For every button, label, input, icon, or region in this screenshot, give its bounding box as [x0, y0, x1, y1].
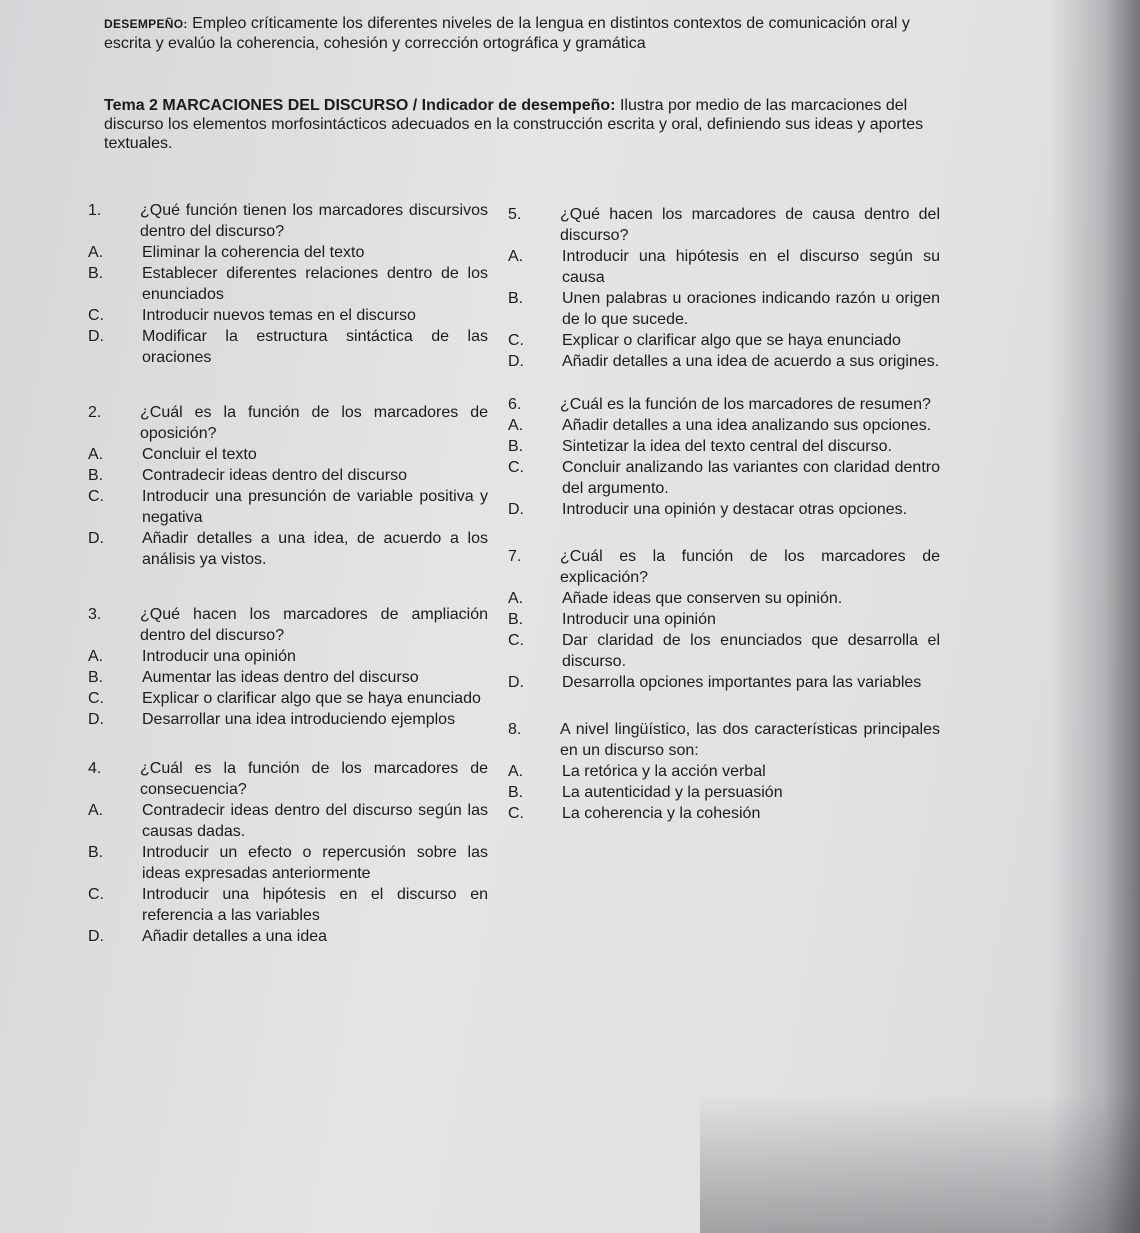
question-block	[88, 758, 488, 947]
question-text: ¿Cuál es la función de los marcadores de resumen?	[560, 396, 931, 413]
option-text: Introducir una presunción de variable positiva y negativa	[142, 488, 488, 526]
option-letter: A.	[508, 590, 524, 607]
option-letter: D.	[88, 928, 104, 945]
option-text: Sintetizar la idea del texto central del discurso.	[562, 438, 892, 455]
answer-option[interactable]	[508, 672, 940, 693]
option-text: Concluir analizando las variantes con claridad dentro del argumento.	[562, 459, 940, 497]
question-text: ¿Cuál es la función de los marcadores de oposición?	[140, 404, 488, 442]
question-number: 4.	[88, 760, 102, 777]
option-text: Introducir nuevos temas en el discurso	[142, 307, 416, 324]
option-text: Modificar la estructura sintáctica de las oraciones	[142, 328, 488, 366]
question-number: 5.	[508, 206, 522, 223]
performance-header	[104, 14, 954, 54]
option-text: Introducir un efecto o repercusión sobre las ideas expresadas anteriormente	[142, 844, 488, 882]
question-number: 6.	[508, 396, 522, 413]
option-letter: C.	[88, 488, 104, 505]
question-number: 3.	[88, 606, 102, 623]
option-letter: C.	[508, 632, 524, 649]
option-letter: C.	[88, 886, 104, 903]
answer-option[interactable]	[88, 305, 488, 326]
question-number: 2.	[88, 404, 102, 421]
question-number: 7.	[508, 548, 522, 565]
question	[508, 394, 940, 415]
question-number: 8.	[508, 721, 522, 738]
option-letter: B.	[508, 438, 524, 455]
page-edge-shadow	[1050, 0, 1140, 1233]
option-text: Concluir el texto	[142, 446, 257, 463]
answer-option[interactable]	[508, 288, 940, 330]
option-letter: A.	[88, 446, 104, 463]
answer-option[interactable]	[88, 709, 488, 730]
option-letter: B.	[88, 844, 104, 861]
option-text: Introducir una opinión	[142, 648, 296, 665]
option-letter: A.	[88, 802, 104, 819]
option-letter: A.	[88, 648, 104, 665]
option-text: La coherencia y la cohesión	[562, 805, 761, 822]
answer-option[interactable]	[88, 688, 488, 709]
answer-option[interactable]	[88, 486, 488, 528]
option-letter: D.	[508, 501, 524, 518]
option-letter: B.	[508, 290, 524, 307]
option-text: Añadir detalles a una idea de acuerdo a sus origines.	[562, 353, 940, 370]
option-text: Contradecir ideas dentro del discurso según las causas dadas.	[142, 802, 488, 840]
option-text: Explicar o clarificar algo que se haya enunciado	[562, 332, 901, 349]
option-letter: C.	[88, 307, 104, 324]
answer-option[interactable]	[508, 330, 940, 351]
question	[508, 546, 940, 588]
question	[88, 402, 488, 444]
question-block	[88, 402, 488, 570]
question-text: ¿Cuál es la función de los marcadores de consecuencia?	[140, 760, 488, 798]
option-text: La retórica y la acción verbal	[562, 763, 766, 780]
option-text: Explicar o clarificar algo que se haya enunciado	[142, 690, 481, 707]
option-text: Dar claridad de los enunciados que desarrolla el discurso.	[562, 632, 940, 670]
question-text: A nivel lingüístico, las dos características principales en un discurso son:	[560, 721, 940, 759]
option-letter: D.	[88, 328, 104, 345]
header-text: Empleo críticamente los diferentes niveles de la lengua en distintos contextos de comunicación oral y escrita y evalúo la coherencia, cohesión y corrección ortográfica y gramática	[104, 15, 910, 52]
answer-option[interactable]	[508, 609, 940, 630]
question-block	[508, 546, 940, 693]
answer-option[interactable]	[88, 528, 488, 570]
option-text: Introducir una hipótesis en el discurso según su causa	[562, 248, 940, 286]
option-text: Desarrolla opciones importantes para las variables	[562, 674, 922, 691]
option-letter: D.	[508, 674, 524, 691]
answer-option[interactable]	[88, 667, 488, 688]
question-number: 1.	[88, 202, 102, 219]
answer-option[interactable]	[508, 499, 940, 520]
header-label: DESEMPEÑO:	[104, 17, 188, 31]
answer-option[interactable]	[88, 926, 488, 947]
option-text: Introducir una opinión	[562, 611, 716, 628]
option-letter: B.	[88, 669, 104, 686]
option-letter: D.	[88, 711, 104, 728]
option-letter: A.	[508, 763, 524, 780]
answer-option[interactable]	[88, 326, 488, 368]
topic-section	[104, 96, 954, 153]
answer-option[interactable]	[88, 842, 488, 884]
question-text: ¿Qué función tienen los marcadores discursivos dentro del discurso?	[140, 202, 488, 240]
option-letter: C.	[508, 459, 524, 476]
answer-option[interactable]	[88, 242, 488, 263]
answer-option[interactable]	[508, 246, 940, 288]
option-letter: D.	[88, 530, 104, 547]
option-text: Aumentar las ideas dentro del discurso	[142, 669, 419, 686]
question-text: ¿Qué hacen los marcadores de causa dentro del discurso?	[560, 206, 940, 244]
option-text: Contradecir ideas dentro del discurso	[142, 467, 408, 484]
option-letter: D.	[508, 353, 524, 370]
option-text: La autenticidad y la persuasión	[562, 784, 783, 801]
answer-option[interactable]	[508, 351, 940, 372]
option-text: Unen palabras u oraciones indicando razón u origen de lo que sucede.	[562, 290, 940, 328]
option-letter: A.	[508, 417, 524, 434]
question-text: ¿Qué hacen los marcadores de ampliación dentro del discurso?	[140, 606, 488, 644]
option-text: Establecer diferentes relaciones dentro de los enunciados	[142, 265, 488, 303]
option-text: Añadir detalles a una idea analizando sus opciones.	[562, 417, 932, 434]
option-text: Añade ideas que conserven su opinión.	[562, 590, 843, 607]
answer-option[interactable]	[88, 884, 488, 926]
option-text: Introducir una opinión y destacar otras opciones.	[562, 501, 908, 518]
option-text: Añadir detalles a una idea	[142, 928, 328, 945]
question	[88, 200, 488, 242]
option-text: Añadir detalles a una idea, de acuerdo a los análisis ya vistos.	[142, 530, 488, 568]
answer-option[interactable]	[508, 761, 940, 782]
answer-option[interactable]	[88, 646, 488, 667]
answer-option[interactable]	[508, 782, 940, 803]
question	[88, 758, 488, 800]
question-block	[508, 394, 940, 520]
question-text: ¿Cuál es la función de los marcadores de explicación?	[560, 548, 940, 586]
option-text: Introducir una hipótesis en el discurso en referencia a las variables	[142, 886, 488, 924]
topic-text: Ilustra por medio de las marcaciones del discurso los elementos morfosintácticos adecuados en la construcción escrita y oral, definiendo sus ideas y aportes textuales.	[104, 97, 924, 152]
option-letter: B.	[88, 265, 104, 282]
topic-title: Tema 2 MARCACIONES DEL DISCURSO / Indicador de desempeño:	[104, 97, 616, 114]
answer-option[interactable]	[508, 457, 940, 499]
left-column	[88, 200, 488, 947]
question	[508, 204, 940, 246]
option-letter: A.	[508, 248, 524, 265]
question	[88, 604, 488, 646]
question-block	[508, 204, 940, 372]
option-letter: B.	[508, 784, 524, 801]
option-letter: B.	[88, 467, 104, 484]
question-block	[508, 719, 940, 824]
option-letter: B.	[508, 611, 524, 628]
answer-option[interactable]	[508, 436, 940, 457]
right-column	[508, 204, 940, 824]
option-text: Eliminar la coherencia del texto	[142, 244, 365, 261]
answer-option[interactable]	[508, 588, 940, 609]
question-block	[88, 604, 488, 730]
option-letter: A.	[88, 244, 104, 261]
option-letter: C.	[508, 332, 524, 349]
option-text: Desarrollar una idea introduciendo ejemplos	[142, 711, 456, 728]
answer-option[interactable]	[508, 630, 940, 672]
question	[508, 719, 940, 761]
option-letter: C.	[88, 690, 104, 707]
question-block	[88, 200, 488, 368]
page-corner-shadow	[700, 1093, 1140, 1233]
answer-option[interactable]	[88, 263, 488, 305]
option-letter: C.	[508, 805, 524, 822]
answer-option[interactable]	[88, 800, 488, 842]
answer-option[interactable]	[88, 465, 488, 486]
answer-option[interactable]	[508, 803, 940, 824]
answer-option[interactable]	[88, 444, 488, 465]
answer-option[interactable]	[508, 415, 940, 436]
